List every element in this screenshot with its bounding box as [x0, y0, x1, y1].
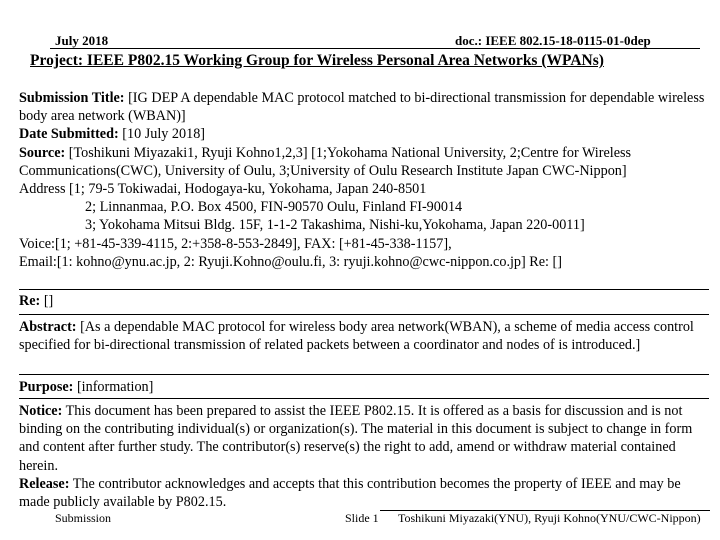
release-value: The contributor acknowledges and accepts that this contribution becomes the property of IEEE and may be made publicly available by P802.15. — [19, 475, 681, 511]
email-line: Email:[1: kohno@ynu.ac.jp, 2: Ryuji.Kohno@oulu.fi, 3: ryuji.kohno@cwc-nippon.co.jp] Re: [] — [19, 253, 562, 270]
date-submitted-label: Date Submitted: — [19, 126, 119, 143]
separator — [19, 374, 709, 375]
source-label: Source: — [19, 144, 66, 161]
submission-title-label: Submission Title: — [19, 90, 125, 106]
purpose-block — [19, 378, 714, 396]
header-rule — [50, 48, 700, 49]
separator — [19, 398, 709, 399]
separator — [19, 314, 709, 315]
notice-value: This document has been prepared to assist the IEEE P802.15. It is offered as a basis for discussion and is not binding on the contributing individual(s) or organization(s). The material in this document is subject to change in form and content after further study. The contributor(s) reserve(s) the right to add, amend or withdraw material contained herein. — [19, 403, 693, 474]
abstract-label: Abstract: — [19, 319, 77, 335]
re-value: [] — [43, 293, 54, 309]
address-line-1: Address [1; 79-5 Tokiwadai, Hodogaya-ku, Yokohama, Japan 240-8501 — [19, 181, 427, 198]
submission-title-value: [IG DEP A dependable MAC protocol matched to bi-directional transmission for dependable wireless body area network (WBAN)] — [19, 90, 705, 125]
footer-authors: Toshikuni Miyazaki(YNU), Ryuji Kohno(YNU/CWC-Nippon) — [398, 511, 701, 525]
project-title: Project: IEEE P802.15 Working Group for Wireless Personal Area Networks (WPANs) — [30, 52, 604, 69]
address-line-2: 2; Linnanmaa, P.O. Box 4500, FIN-90570 Oulu, Finland FI-90014 — [85, 199, 463, 216]
release-label: Release: — [19, 475, 70, 492]
abstract-value: [As a dependable MAC protocol for wireless body area network(WBAN), a scheme of media access control specified for bi-directional transmission of related packets between a coordinator and nodes of is introduced.] — [19, 319, 694, 354]
header-date: July 2018 — [55, 33, 109, 48]
source-value: [Toshikuni Miyazaki1, Ryuji Kohno1,2,3] [1;Yokohama National University, 2;Centre for Wireless Communications(CWC), University of Oulu, 3;University of Oulu Research Institute Japan CWC-Nippon] — [19, 144, 632, 179]
purpose-value: [information] — [76, 379, 154, 395]
notice-label: Notice: — [19, 403, 63, 419]
footer-slide-number: Slide 1 — [345, 511, 379, 525]
date-submitted-value: [10 July 2018] — [122, 126, 206, 143]
re-block — [19, 292, 714, 310]
abstract-block — [19, 318, 714, 354]
separator — [19, 289, 709, 290]
notice-block — [19, 402, 714, 511]
address-line-3: 3; Yokohama Mitsui Bldg. 15F, 1-1-2 Takashima, Nishi-ku,Yokohama, Japan 220-0011] — [85, 217, 585, 234]
purpose-label: Purpose: — [19, 379, 74, 395]
footer-submission: Submission — [55, 511, 112, 525]
header-doc-id: doc.: IEEE 802.15-18-0115-01-0dep — [455, 33, 651, 48]
re-label: Re: — [19, 293, 41, 309]
voice-line: Voice:[1; +81-45-339-4115, 2:+358-8-553-2849], FAX: [+81-45-338-1157], — [19, 235, 452, 252]
submission-block — [19, 89, 714, 271]
